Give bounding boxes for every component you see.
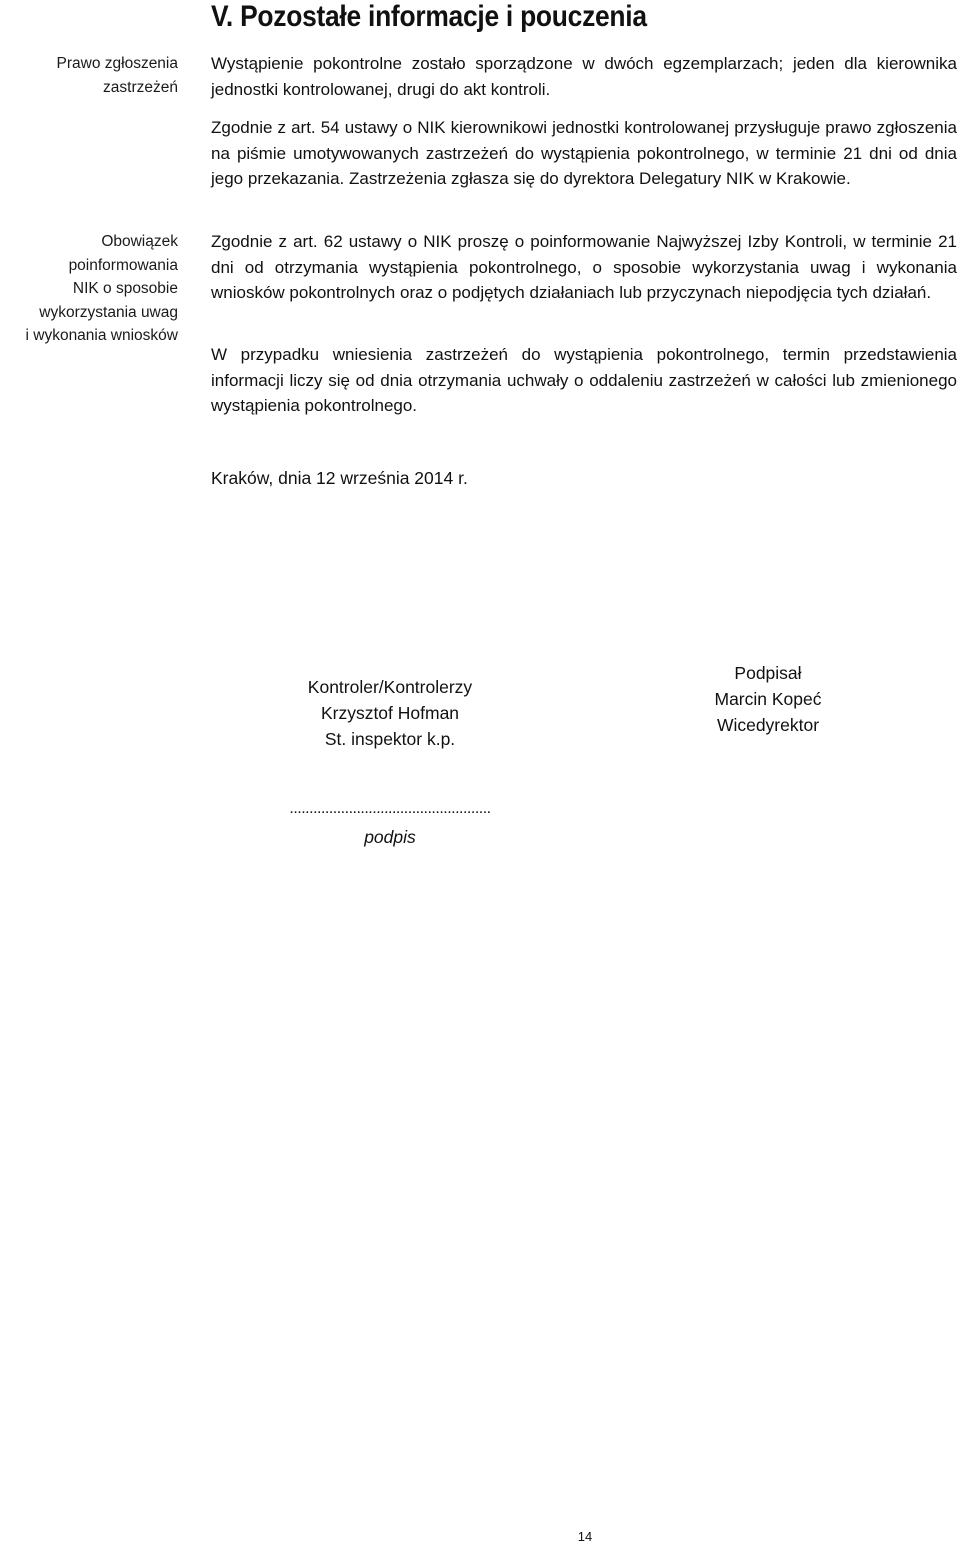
page-number: 14 <box>577 1529 593 1544</box>
place-date: Kraków, dnia 12 września 2014 r. <box>211 468 468 488</box>
margin-note-line: i wykonania wniosków <box>25 327 178 344</box>
signature-line: ................................................... <box>289 800 491 817</box>
margin-note-duty-to-inform <box>0 230 178 348</box>
margin-note-line: NIK o sposobie <box>72 280 178 297</box>
margin-note-line: poinformowania <box>68 256 178 274</box>
inspector-signature-block <box>290 674 490 752</box>
section-heading: V. Pozostałe informacje i pouczenia <box>211 0 647 33</box>
margin-note-line: wykorzystania uwag <box>39 303 178 321</box>
margin-note-line: zastrzeżeń <box>103 78 178 96</box>
margin-note-line: Prawo zgłoszenia <box>56 55 178 72</box>
signature-caption: podpis <box>364 827 416 847</box>
signed-label: Podpisał <box>734 663 802 683</box>
signed-name: Marcin Kopeć <box>714 689 822 709</box>
inspector-title: St. inspektor k.p. <box>324 729 456 749</box>
margin-note-line: Obowiązek <box>101 233 178 250</box>
signed-by-block <box>668 660 868 738</box>
paragraph-deadline: W przypadku wniesienia zastrzeżeń do wystąpienia pokontrolnego, termin przedstawienia informacji liczy się od dnia otrzymania uchwały o oddaleniu zastrzeżeń w całości lub zmienionego wystąpienia pokontrolnego. <box>211 345 957 415</box>
signed-title: Wicedyrektor <box>716 715 820 735</box>
paragraph-copies: Wystąpienie pokontrolne zostało sporządzone w dwóch egzemplarzach; jeden dla kierownika jednostki kontrolowanej, drugi do akt kontroli. <box>211 54 957 99</box>
paragraph-objections: Zgodnie z art. 54 ustawy o NIK kierownikowi jednostki kontrolowanej przysługuje prawo zgłoszenia na piśmie umotywowanych zastrzeżeń do wystąpienia pokontrolnego, w terminie 21 dni od dnia jego przekazania. Zastrzeżenia zgłasza się do dyrektora Delegatury NIK w Krakowie. <box>211 118 957 188</box>
inspector-role: Kontroler/Kontrolerzy <box>307 677 473 697</box>
paragraph-inform: Zgodnie z art. 62 ustawy o NIK proszę o poinformowanie Najwyższej Izby Kontroli, w terminie 21 dni od otrzymania wystąpienia pokontrolnego, o sposobie wykorzystania uwag i wykonania wniosków pokontrolnych oraz o podjętych działaniach lub przyczynach niepodjęcia tych działań. <box>211 232 957 302</box>
inspector-name: Krzysztof Hofman <box>320 703 460 723</box>
margin-note-objections-right <box>0 52 178 99</box>
